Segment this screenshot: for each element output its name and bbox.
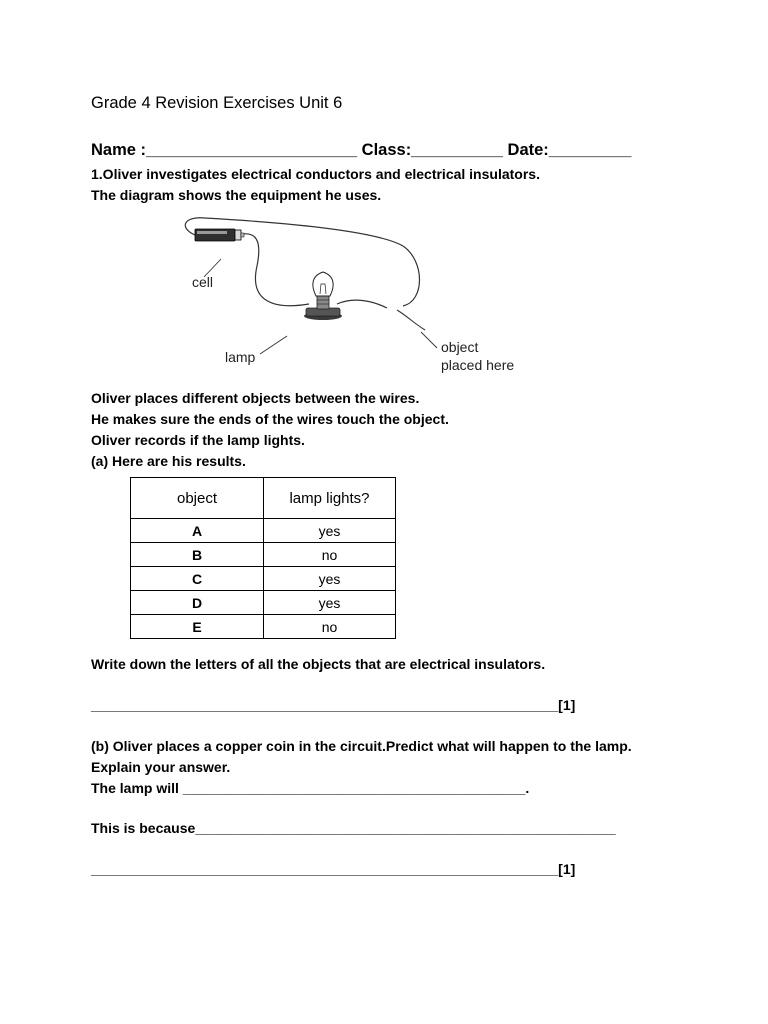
because-line: This is because______________________________________________________ bbox=[91, 820, 616, 836]
column-header: object bbox=[131, 478, 264, 519]
wire-right bbox=[337, 300, 387, 308]
object-cell: D bbox=[131, 591, 264, 615]
part-b-text: (b) Oliver places a copper coin in the circuit.Predict what will happen to the lamp. bbox=[91, 738, 632, 754]
object-cell: C bbox=[131, 567, 264, 591]
part-a-label: (a) Here are his results. bbox=[91, 453, 246, 469]
table-header-row bbox=[131, 478, 396, 519]
table-row bbox=[131, 567, 396, 591]
text-line-2: He makes sure the ends of the wires touch the object. bbox=[91, 411, 449, 427]
column-header: lamp lights? bbox=[264, 478, 396, 519]
result-cell: yes bbox=[264, 567, 396, 591]
result-cell: yes bbox=[264, 591, 396, 615]
result-cell: no bbox=[264, 543, 396, 567]
object-cell: B bbox=[131, 543, 264, 567]
cell-label: cell bbox=[192, 274, 214, 290]
object-label: object bbox=[441, 339, 479, 355]
object-cell: E bbox=[131, 615, 264, 639]
page-title: Grade 4 Revision Exercises Unit 6 bbox=[91, 94, 343, 112]
cell-icon bbox=[195, 229, 244, 241]
question-1-intro-2: The diagram shows the equipment he uses. bbox=[91, 187, 382, 203]
question-1-intro: 1.Oliver investigates electrical conductors and electrical insulators. bbox=[91, 166, 540, 182]
lamp-pointer bbox=[260, 336, 287, 354]
name-class-date-line: Name :_______________________ Class:__________ Date:_________ bbox=[91, 141, 632, 159]
circuit-diagram bbox=[175, 206, 535, 378]
answer-line-b: ____________________________________________________________[1] bbox=[91, 861, 576, 877]
lamp-label: lamp bbox=[225, 349, 256, 365]
text-line-1: Oliver places different objects between the wires. bbox=[91, 390, 420, 406]
answer-line-a: ____________________________________________________________[1] bbox=[91, 697, 576, 713]
wire-left bbox=[243, 234, 309, 306]
table-row bbox=[131, 519, 396, 543]
text-line-3: Oliver records if the lamp lights. bbox=[91, 432, 305, 448]
object-gap-wire bbox=[397, 310, 425, 330]
object-cell: A bbox=[131, 519, 264, 543]
result-cell: no bbox=[264, 615, 396, 639]
object-pointer bbox=[421, 332, 437, 348]
lamp-will-line: The lamp will ____________________________________________. bbox=[91, 780, 530, 796]
result-cell: yes bbox=[264, 519, 396, 543]
lamp-icon bbox=[304, 272, 342, 320]
part-b-text-2: Explain your answer. bbox=[91, 759, 231, 775]
question-a-text: Write down the letters of all the objects that are electrical insulators. bbox=[91, 656, 546, 672]
table-row bbox=[131, 615, 396, 639]
results-table bbox=[130, 477, 396, 639]
table-row bbox=[131, 543, 396, 567]
object-label-2: placed here bbox=[441, 357, 515, 373]
table-row bbox=[131, 591, 396, 615]
